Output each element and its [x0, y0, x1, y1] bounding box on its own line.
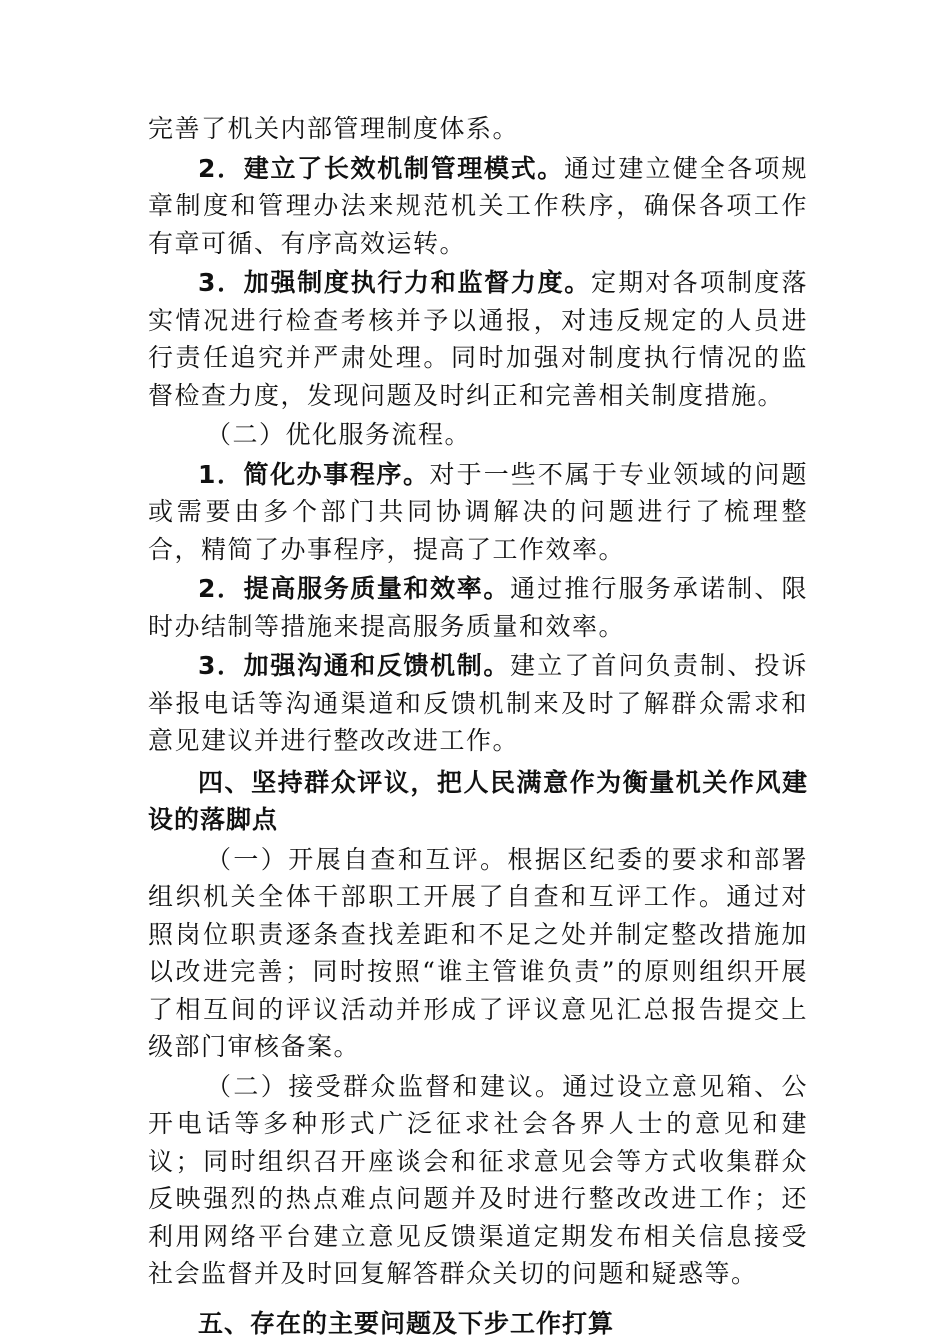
paragraph-public-supervision: （二）接受群众监督和建议。通过设立意见箱、公开电话等多种形式广泛征求社会各界人士的意见和建议；同时组织召开座谈会和征求意见会等方式收集群众反映强烈的热点难点问题并及时进行整改改进工作；还利用网络平台建立意见反馈渠道定期发布相关信息接受社会监督并及时回复解答群众关切的问题和疑惑等。: [148, 1071, 808, 1288]
item-lead: 2．建立了长效机制管理模式。: [198, 153, 564, 183]
paragraph-continuation: 完善了机关内部管理制度体系。: [148, 114, 520, 143]
item-lead: 3．加强制度执行力和监督力度。: [198, 268, 592, 297]
paragraph-item: [148, 264, 808, 414]
item-lead: 1．简化办事程序。: [198, 459, 430, 489]
item-body: 定期对各项制度落实情况进行检查考核并予以通报，对违反规定的人员进行责任追究并严肃处理。同时加强对制度执行情况的监督检查力度，发现问题及时纠正和完善相关制度措施。: [148, 268, 808, 410]
document-body: [148, 110, 808, 1342]
section-heading-5: 五、存在的主要问题及下步工作打算: [198, 1308, 615, 1338]
paragraph-item: [148, 150, 808, 263]
item-body: 通过建立健全各项规章制度和管理办法来规范机关工作秩序，确保各项工作有章可循、有序高效运转。: [148, 153, 808, 258]
item-body: 建立了首问负责制、投诉举报电话等沟通渠道和反馈机制来及时了解群众需求和意见建议并进行整改改进工作。: [148, 651, 808, 755]
paragraph-item: [148, 570, 808, 645]
paragraph-item: [148, 456, 808, 569]
item-lead: 2．提高服务质量和效率。: [198, 574, 511, 603]
section-heading-4: 四、坚持群众评议，把人民满意作为衡量机关作风建设的落脚点: [148, 767, 808, 834]
paragraph-item: [148, 647, 808, 760]
item-lead: 3．加强沟通和反馈机制。: [198, 651, 511, 680]
subsection-heading: （二）优化服务流程。: [206, 420, 472, 449]
item-body: 对于一些不属于专业领域的问题或需要由多个部门共同协调解决的问题进行了梳理整合，精简了办事程序，提高了工作效率。: [148, 459, 808, 564]
item-body: 通过推行服务承诺制、限时办结制等措施来提高服务质量和效率。: [148, 574, 808, 641]
paragraph-self-review: （一）开展自查和互评。根据区纪委的要求和部署组织机关全体干部职工开展了自查和互评工作。通过对照岗位职责逐条查找差距和不足之处并制定整改措施加以改进完善；同时按照“谁主管谁负责”的原则组织开展了相互间的评议活动并形成了评议意见汇总报告提交上级部门审核备案。: [148, 844, 808, 1061]
